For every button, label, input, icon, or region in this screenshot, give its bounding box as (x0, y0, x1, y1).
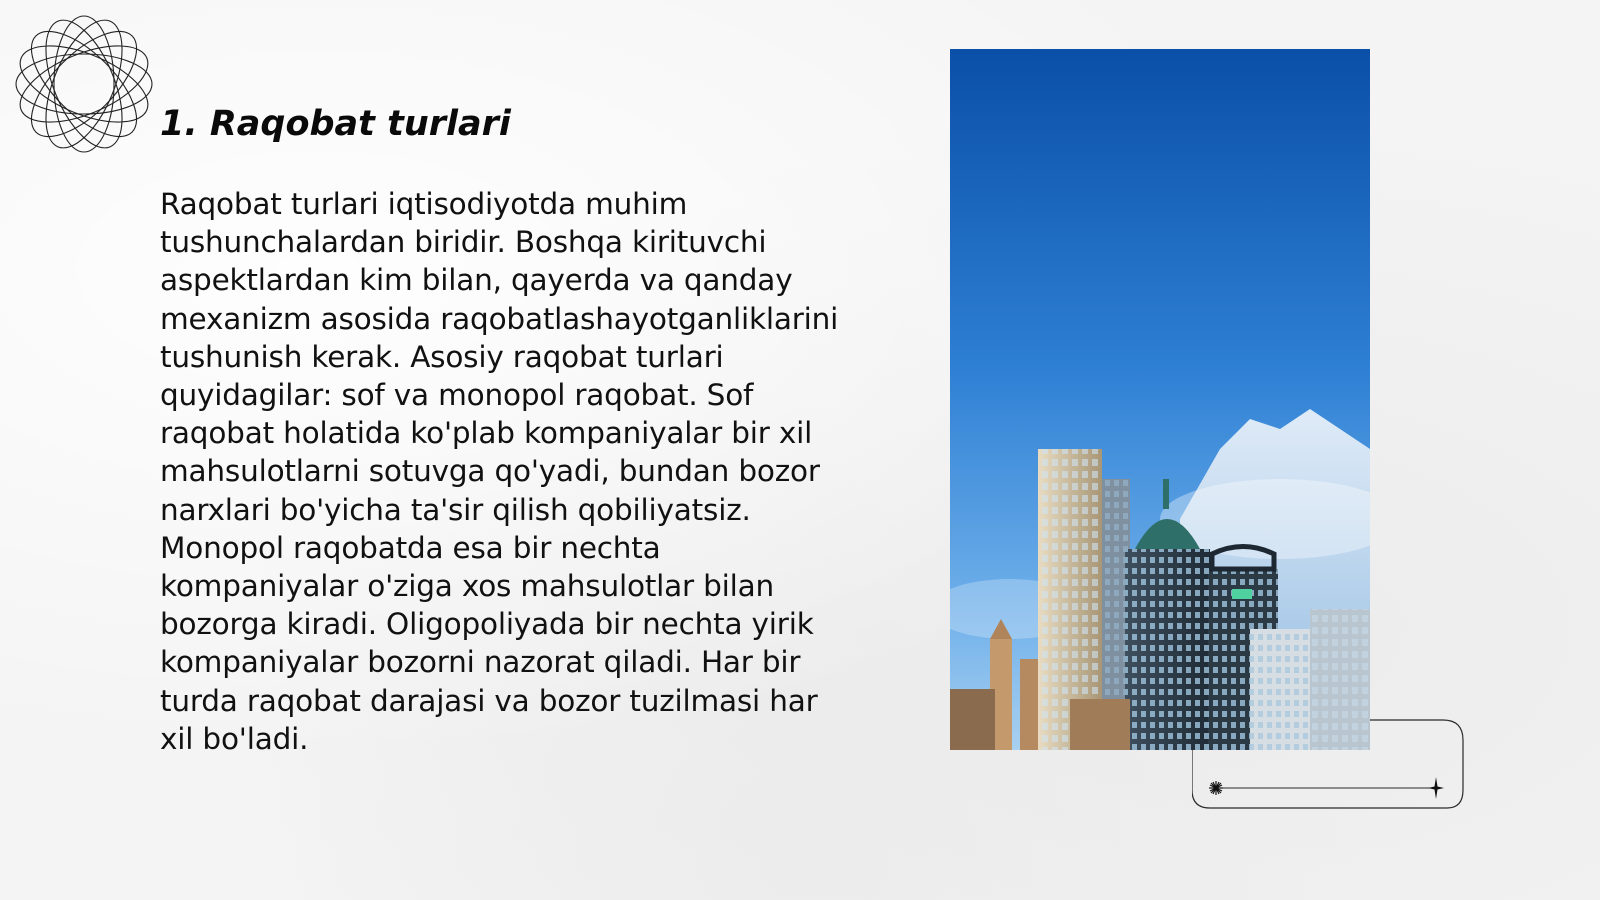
slide-title: 1. Raqobat turlari (160, 104, 511, 144)
city-skyline-photo (950, 49, 1370, 750)
spirograph-ornament-icon (10, 10, 158, 158)
starburst-icon (1209, 781, 1223, 795)
slide-body-text: Raqobat turlari iqtisodiyotda muhim tushunchalardan biridir. Boshqa kirituvchi aspektlardan kim bilan, qayerda va qanday mexanizm asosida raqobatlashayotganliklarini tushunish kerak. Asosiy raqobat turlari quyidagilar: sof va monopol raqobat. Sof raqobat holatida ko'plab kompaniyalar bir xil mahsulotlarni sotuvga qo'yadi, bundan bozor narxlari bo'yicha ta'sir qilish qobiliyatsiz. Monopol raqobatda esa bir nechta kompaniyalar o'ziga xos mahsulotlar bilan bozorga kiradi. Oligopoliyada bir nechta yirik kompaniyalar bozorni nazorat qiladi. Har bir turda raqobat darajasi va bozor tuzilmasi har xil bo'ladi. (160, 187, 839, 756)
sparkle-icon (1428, 777, 1444, 799)
caption-frame (1192, 718, 1465, 810)
